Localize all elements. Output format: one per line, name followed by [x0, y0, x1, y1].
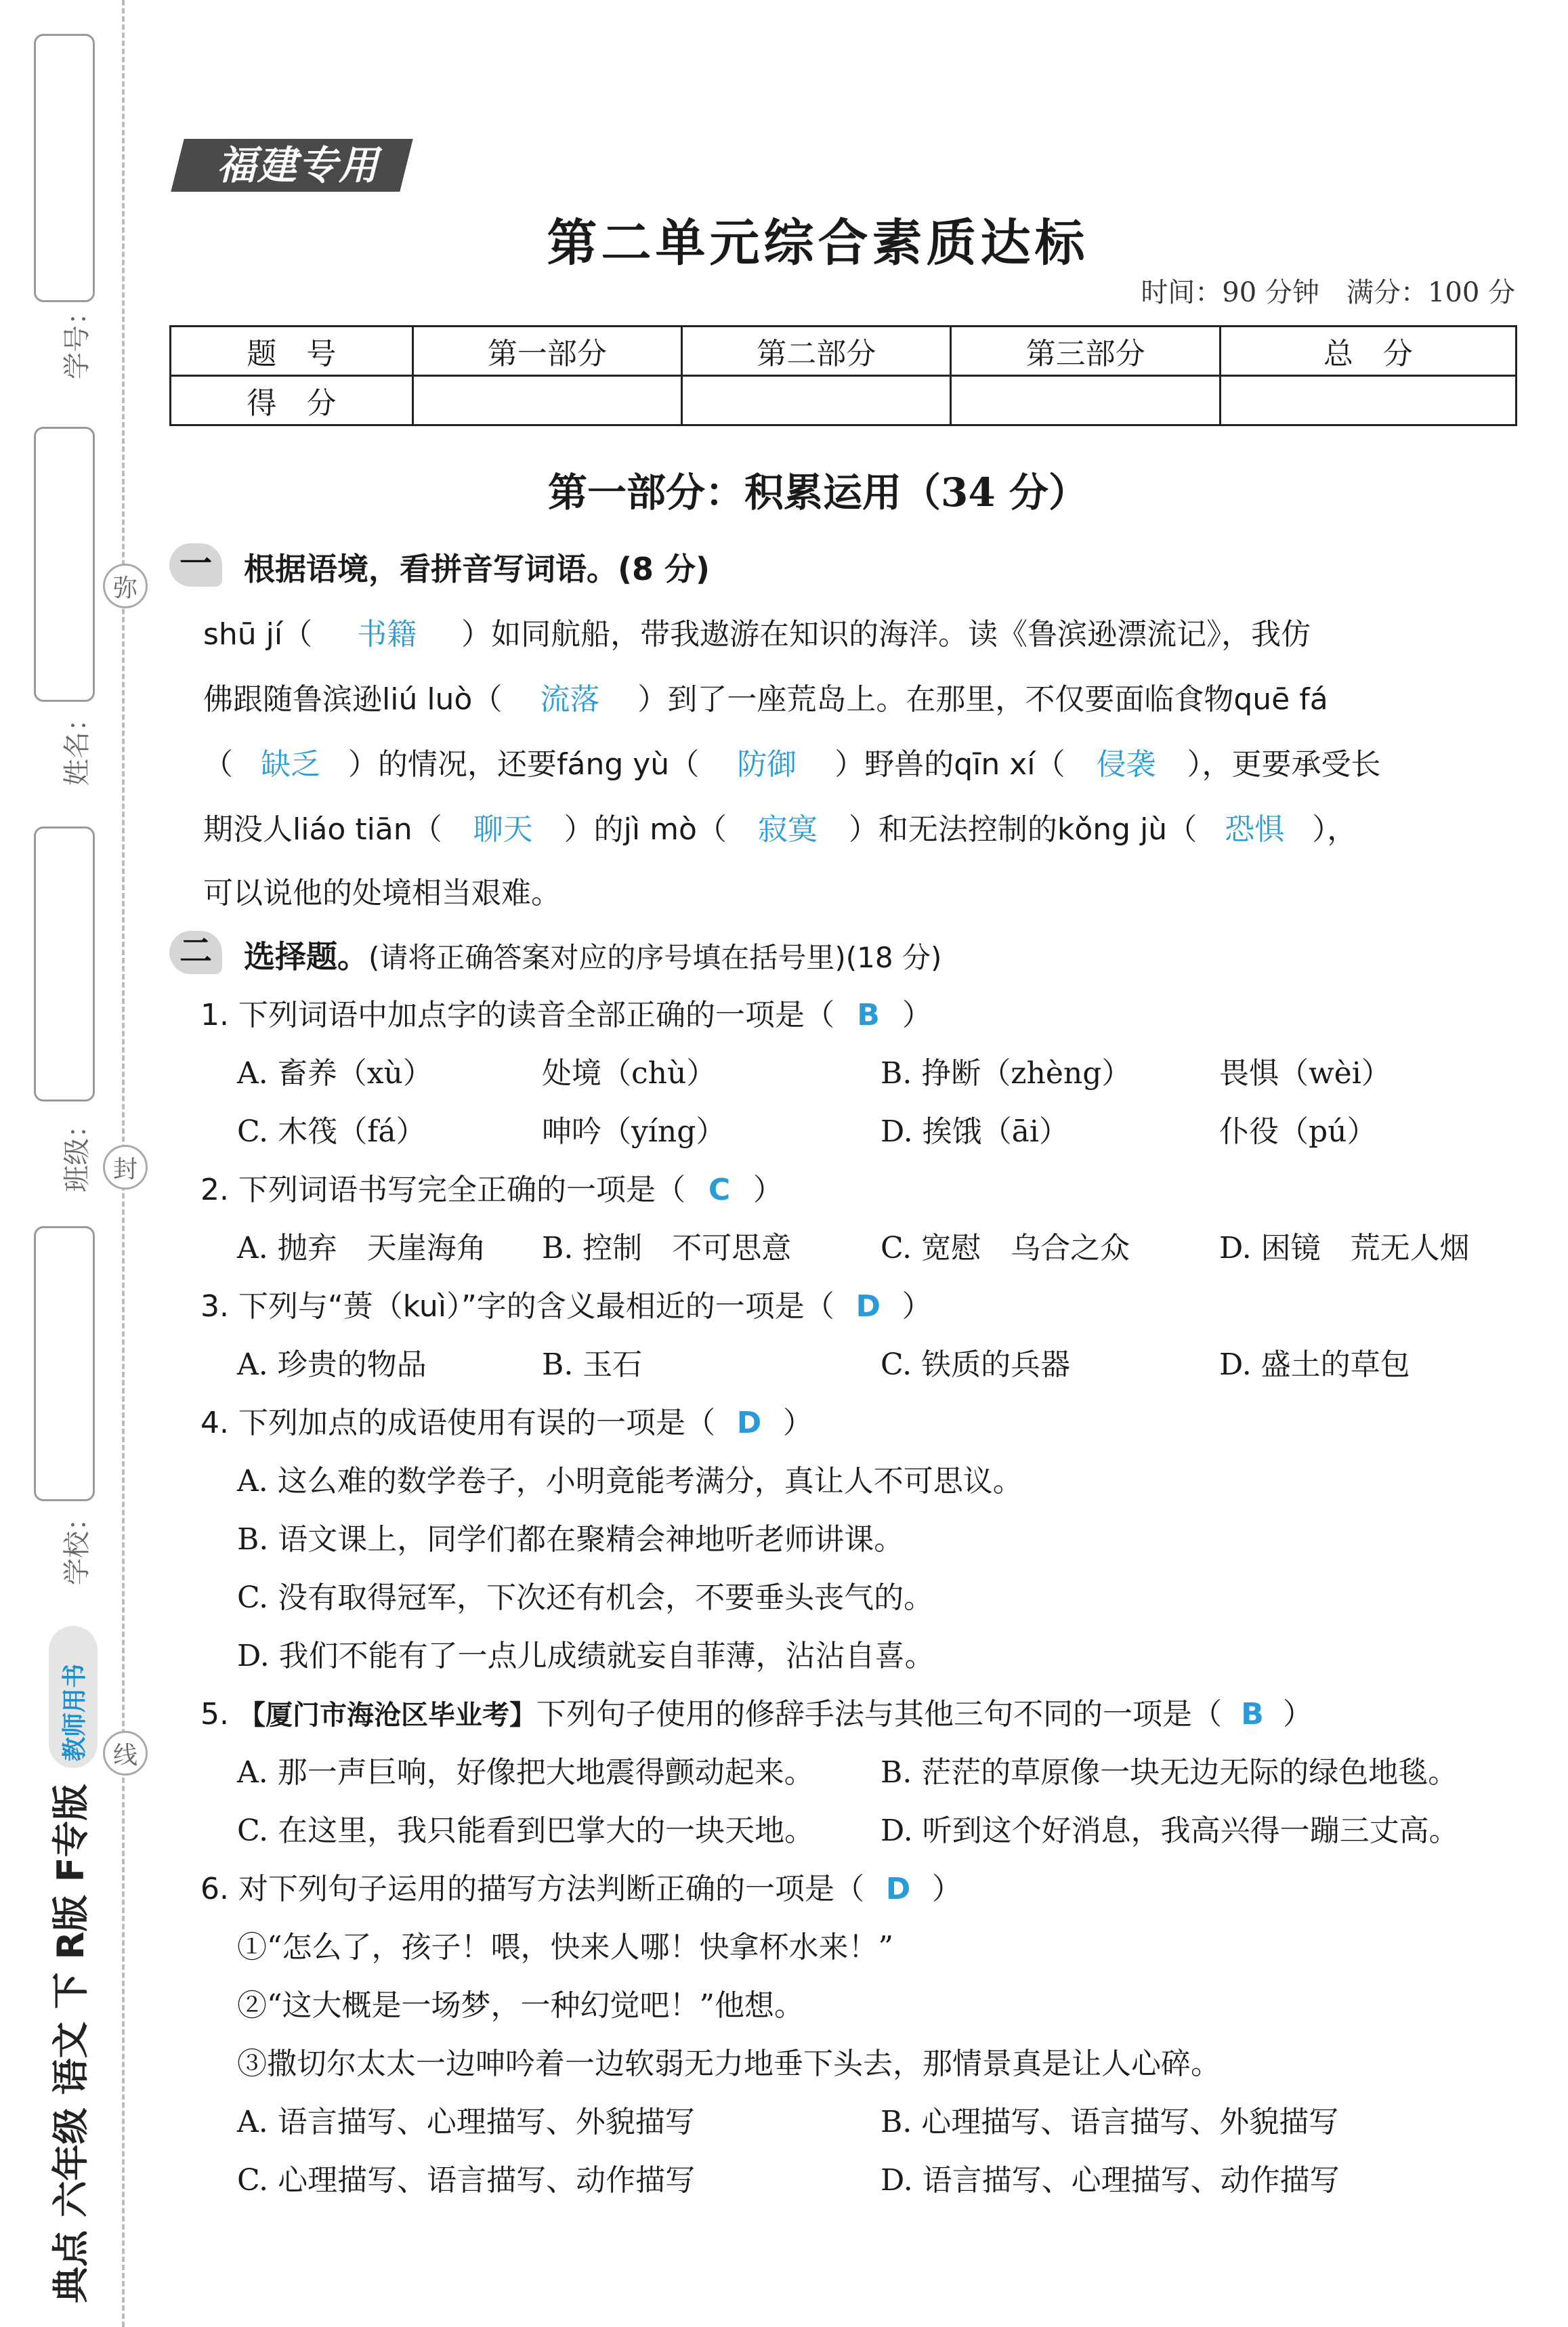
option[interactable]: A. 珍贵的物品 — [237, 1347, 427, 1382]
option[interactable]: C. 铁质的兵器 — [881, 1347, 1071, 1382]
option[interactable]: B. 挣断（zhèng） — [881, 1056, 1132, 1091]
option[interactable]: D. 听到这个好消息，我高兴得一蹦三丈高。 — [881, 1814, 1459, 1848]
sentence: ②“这大概是一场梦，一种幻觉吧！”他想。 — [237, 1988, 804, 2023]
stem-text: 1. 下列词语中加点字的读音全部正确的一项是（ — [200, 998, 834, 1032]
answer-blank[interactable]: 聊天 — [473, 812, 533, 847]
pinyin: kǒng jù — [1057, 812, 1168, 847]
school-box[interactable] — [34, 1226, 95, 1501]
paren: ） — [1282, 1697, 1313, 1732]
option: 仆役（pú） — [1219, 1114, 1377, 1149]
question-title — [244, 932, 941, 977]
student-id-label: 学号： — [62, 298, 93, 379]
text: 如同航船，带我遨游在知识的海洋。读《鲁滨逊漂流记》，我仿 — [491, 617, 1311, 652]
page-title: 第二单元综合素质达标 — [547, 214, 1089, 272]
answer-blank[interactable]: 书籍 — [357, 617, 417, 652]
stem-text: 2. 下列词语书写完全正确的一项是（ — [200, 1173, 685, 1207]
pinyin: liáo tiān — [293, 812, 412, 847]
paren: ） — [931, 1872, 962, 1906]
option[interactable]: A. 那一声巨响，好像把大地震得颤动起来。 — [237, 1755, 814, 1790]
score-cell[interactable] — [1220, 376, 1516, 425]
seal-feng: 封 — [103, 1145, 148, 1190]
binding-strip — [0, 0, 137, 2327]
part1-title: 第一部分：积累运用（34 分） — [548, 469, 1088, 516]
pinyin: fáng yù — [557, 747, 670, 782]
option[interactable]: B. 茫茫的草原像一块无边无际的绿色地毯。 — [881, 1755, 1458, 1790]
score-table — [169, 325, 1517, 426]
answer[interactable]: C — [708, 1173, 731, 1207]
stem-text: 3. 下列与“蒉（kuì）”字的含义最相近的一项是（ — [200, 1289, 834, 1324]
question-number: 一 — [169, 543, 222, 587]
name-label: 姓名： — [62, 705, 93, 786]
teacher-tag: 教师用书 — [61, 1663, 89, 1761]
q1-line-3: （ 缺乏 ）的情况，还要fáng yù（ 防御 ）野兽的qīn xí（ 侵袭 ），更要承受长 — [203, 740, 1380, 783]
q1-line-5: 可以说他的处境相当艰难。 — [203, 876, 561, 910]
source-tag: 【厦门市海沧区毕业考】 — [238, 1700, 536, 1731]
q2-item-3-stem — [200, 1282, 932, 1325]
pinyin: qīn xí — [954, 747, 1036, 782]
answer-blank[interactable]: 恐惧 — [1225, 812, 1285, 847]
option[interactable]: A. 抛弃 天崖海角 — [237, 1231, 486, 1265]
option[interactable]: B. 玉石 — [542, 1347, 643, 1382]
class-box[interactable] — [34, 826, 95, 1102]
option[interactable]: A. 畜养（xù） — [237, 1056, 433, 1091]
stem-text: 6. 对下列句子运用的描写方法判断正确的一项是（ — [200, 1872, 864, 1906]
answer-blank[interactable]: 防御 — [737, 747, 797, 782]
option[interactable]: D. 困镜 荒无人烟 — [1219, 1231, 1470, 1265]
text: 佛跟随鲁滨逊 — [203, 682, 382, 717]
option[interactable]: D. 盛土的草包 — [1219, 1347, 1410, 1382]
answer[interactable]: B — [857, 998, 880, 1032]
q2-note: (请将正确答案对应的序号填在括号里)(18 分) — [368, 941, 942, 974]
stem-text: 下列句子使用的修辞手法与其他三句不同的一项是（ — [536, 1697, 1222, 1732]
option[interactable]: C. 没有取得冠军，下次还有机会，不要垂头丧气的。 — [237, 1580, 934, 1615]
score-cell[interactable] — [951, 376, 1220, 425]
option[interactable]: A. 语言描写、心理描写、外貌描写 — [237, 2105, 695, 2139]
pinyin: jì mò — [623, 812, 697, 847]
table-row — [171, 327, 1517, 376]
answer[interactable]: D — [885, 1872, 911, 1906]
text: 野兽的 — [864, 747, 954, 782]
region-tag: 福建专用 — [216, 142, 379, 188]
paren: ） — [902, 1289, 932, 1324]
book-info: 典点 六年级 语文 下 R版 F专版 — [49, 1784, 92, 2303]
q1-line-2: 佛跟随鲁滨逊liú luò（ 流落 ）到了一座荒岛上。在那里，不仅要面临食物quē fá — [203, 675, 1328, 718]
table-header: 第一部分 — [412, 327, 681, 376]
class-label: 班级： — [62, 1111, 93, 1192]
text: 的 — [593, 812, 624, 847]
paren: ） — [753, 1173, 783, 1207]
table-header: 题 号 — [171, 327, 413, 376]
table-header: 第三部分 — [951, 327, 1220, 376]
answer-blank[interactable]: 流落 — [540, 682, 600, 717]
table-row — [171, 376, 1517, 425]
paren: ） — [782, 1406, 813, 1440]
text: 期没人 — [203, 812, 293, 847]
table-header: 第二部分 — [682, 327, 951, 376]
time-info: 时间：90 分钟 满分：100 分 — [1141, 277, 1515, 308]
answer-blank[interactable]: 侵袭 — [1096, 747, 1156, 782]
seal-xian: 线 — [103, 1731, 148, 1776]
option[interactable]: A. 这么难的数学卷子，小明竟能考满分，真让人不可思议。 — [237, 1464, 1023, 1498]
text: 和无法控制的 — [878, 812, 1057, 847]
text: ，更要承受长 — [1202, 747, 1381, 782]
text: 的情况，还要 — [378, 747, 557, 782]
pinyin: liú luò — [382, 682, 473, 717]
sentence: ①“怎么了，孩子！喂，快来人哪！快拿杯水来！” — [237, 1930, 893, 1965]
pinyin: shū jí — [203, 617, 283, 652]
q1-line-4: 期没人liáo tiān（ 聊天 ）的jì mò（ 寂寞 ）和无法控制的kǒng jù（ 恐惧 ）， — [203, 805, 1357, 848]
answer[interactable]: D — [855, 1289, 881, 1324]
option: 呻吟（yíng） — [542, 1114, 726, 1149]
option[interactable]: B. 心理描写、语言描写、外貌描写 — [881, 2105, 1339, 2139]
text: 到了一座荒岛上。在那里，不仅要面临食物 — [667, 682, 1234, 717]
text: ， — [1327, 812, 1357, 847]
score-row-label: 得 分 — [171, 376, 413, 425]
q2-item-4-stem — [200, 1398, 813, 1442]
option[interactable]: C. 木筏（fá） — [237, 1114, 426, 1149]
sentence: ③撒切尔太太一边呻吟着一边软弱无力地垂下头去，那情景真是让人心碎。 — [237, 2047, 1221, 2081]
school-label: 学校： — [62, 1504, 93, 1585]
pinyin: quē fá — [1233, 682, 1328, 717]
option[interactable]: D. 我们不能有了一点儿成绩就妄自菲薄，沾沾自喜。 — [237, 1639, 935, 1673]
seal-mi: 弥 — [103, 564, 148, 608]
stem-text: 4. 下列加点的成语使用有误的一项是（ — [200, 1406, 715, 1440]
q2-item-1-stem — [200, 990, 932, 1034]
table-header: 总 分 — [1220, 327, 1516, 376]
answer[interactable]: B — [1241, 1697, 1264, 1732]
score-cell[interactable] — [412, 376, 681, 425]
option[interactable]: B. 控制 不可思意 — [542, 1231, 792, 1265]
question-number: 二 — [169, 931, 222, 974]
option[interactable]: C. 宽慰 乌合之众 — [881, 1231, 1130, 1265]
q2-item-2-stem — [200, 1165, 783, 1209]
option[interactable]: B. 语文课上，同学们都在聚精会神地听老师讲课。 — [237, 1522, 904, 1557]
option: 处境（chù） — [542, 1056, 717, 1091]
option[interactable]: D. 挨饿（āi） — [881, 1114, 1069, 1149]
q2-item-6-stem — [200, 1864, 962, 1908]
score-cell[interactable] — [682, 376, 951, 425]
answer-blank[interactable]: 缺乏 — [261, 747, 320, 782]
answer-blank[interactable]: 寂寞 — [757, 812, 818, 847]
option: 畏惧（wèi） — [1219, 1056, 1391, 1091]
q1-line-1: shū jí（ 书籍 ）如同航船，带我遨游在知识的海洋。读《鲁滨逊漂流记》，我仿 — [203, 610, 1311, 653]
q2-item-5-stem: 5. 【厦门市海沧区毕业考】下列句子使用的修辞手法与其他三句不同的一项是（ B ） — [200, 1697, 1313, 1732]
option[interactable]: D. 语言描写、心理描写、动作描写 — [881, 2163, 1340, 2198]
option[interactable]: C. 在这里，我只能看到巴掌大的一块天地。 — [237, 1814, 815, 1848]
question-title: 根据语境，看拼音写词语。(8 分) — [244, 551, 711, 587]
q2-title-text: 选择题。 — [244, 938, 368, 975]
option[interactable]: C. 心理描写、语言描写、动作描写 — [237, 2163, 696, 2198]
answer[interactable]: D — [736, 1406, 762, 1440]
paren: ） — [902, 998, 932, 1032]
